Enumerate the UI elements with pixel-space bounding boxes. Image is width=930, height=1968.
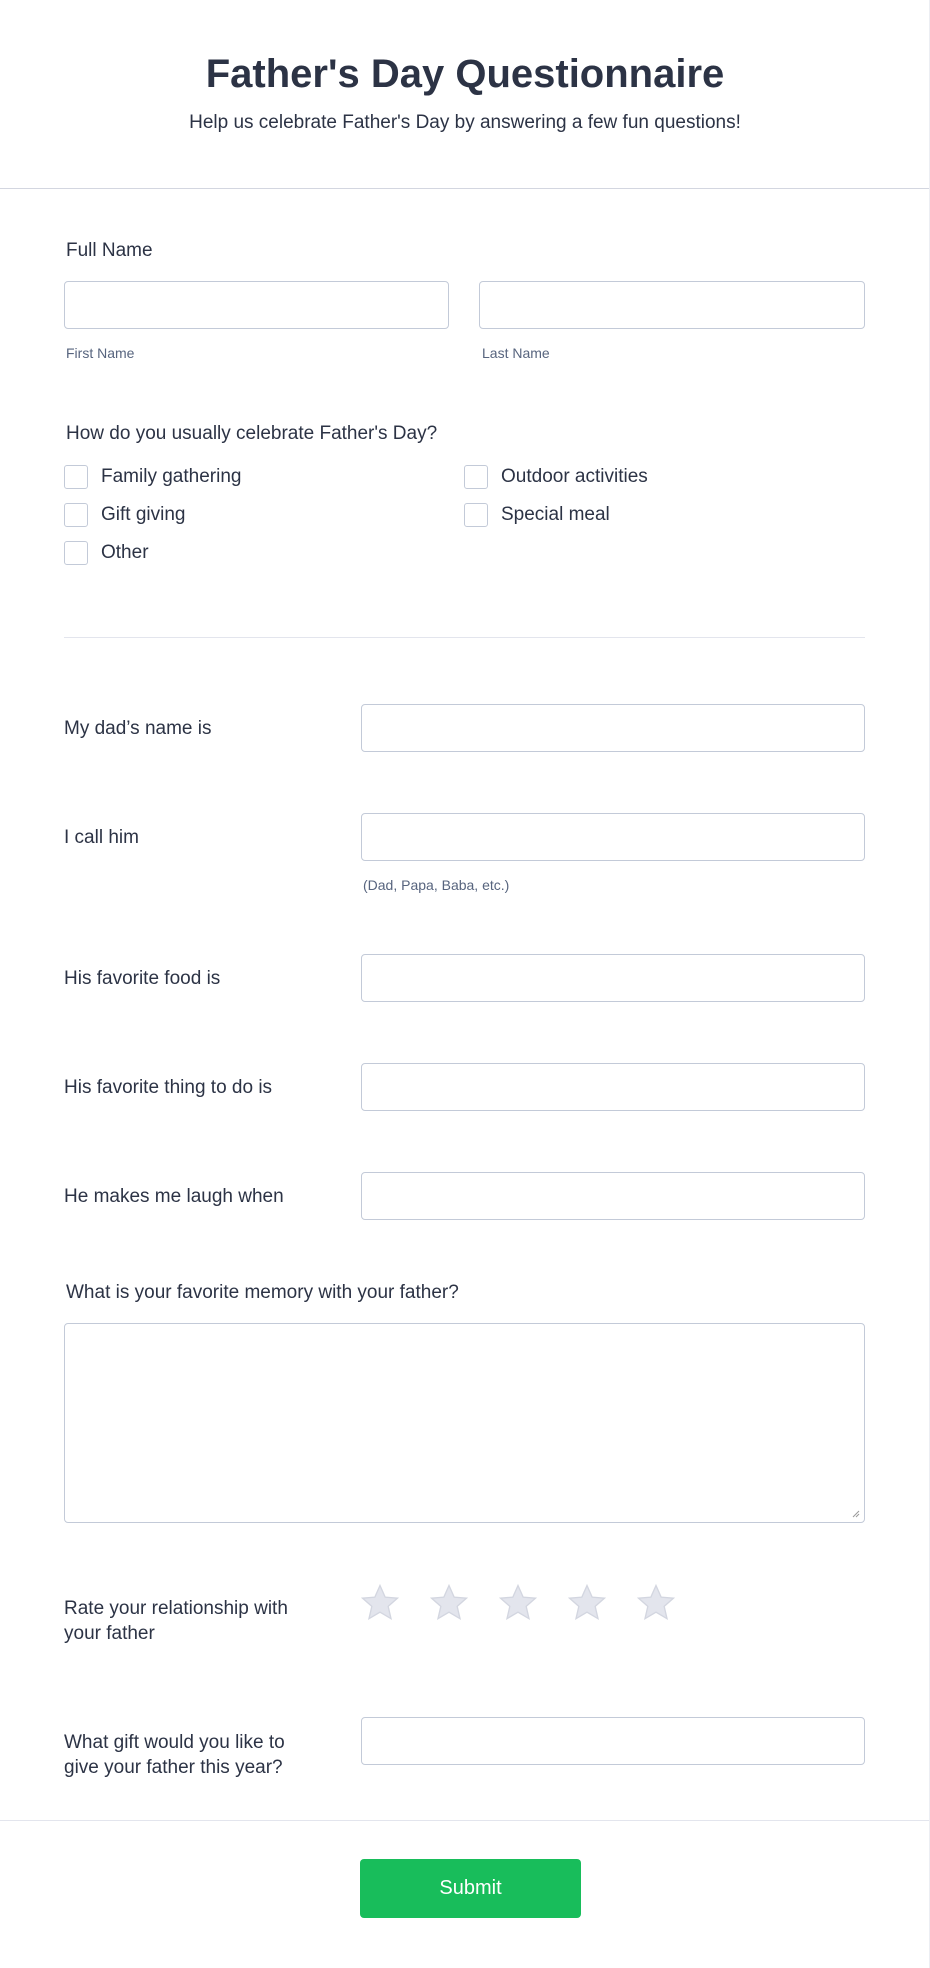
laugh-input[interactable]	[361, 1172, 865, 1220]
last-name-sublabel: Last Name	[482, 345, 550, 361]
gift-label	[64, 1730, 285, 1780]
rating-label-line1: Rate your relationship with	[64, 1598, 288, 1619]
call-him-input[interactable]	[361, 813, 865, 861]
first-name-sublabel: First Name	[66, 345, 135, 361]
favorite-food-input[interactable]	[361, 954, 865, 1002]
checkbox-gift-giving[interactable]	[64, 503, 185, 527]
full-name-label: Full Name	[66, 240, 153, 261]
section-divider	[64, 637, 865, 638]
footer-divider	[0, 1820, 930, 1821]
submit-button[interactable]: Submit	[360, 1859, 581, 1918]
checkbox-label: Other	[101, 542, 149, 563]
memory-label: What is your favorite memory with your father?	[66, 1282, 459, 1303]
celebrate-question: How do you usually celebrate Father's Day?	[66, 423, 438, 444]
call-him-hint: (Dad, Papa, Baba, etc.)	[363, 877, 510, 893]
last-name-input[interactable]	[479, 281, 865, 329]
rating-label	[64, 1596, 288, 1646]
star-icon[interactable]	[429, 1583, 469, 1623]
header-divider	[0, 188, 930, 189]
checkbox[interactable]	[464, 465, 488, 489]
checkbox-special-meal[interactable]	[464, 503, 610, 527]
gift-label-line2: give your father this year?	[64, 1757, 283, 1778]
call-him-label: I call him	[64, 827, 139, 848]
checkbox-label: Family gathering	[101, 466, 242, 487]
checkbox-label: Special meal	[501, 504, 610, 525]
star-icon[interactable]	[360, 1583, 400, 1623]
checkbox[interactable]	[64, 541, 88, 565]
dad-name-input[interactable]	[361, 704, 865, 752]
favorite-food-label: His favorite food is	[64, 968, 221, 989]
checkbox[interactable]	[464, 503, 488, 527]
checkbox-family-gathering[interactable]	[64, 465, 241, 489]
form-subtitle: Help us celebrate Father's Day by answering a few fun questions!	[189, 112, 741, 133]
star-icon[interactable]	[498, 1583, 538, 1623]
checkbox-label: Gift giving	[101, 504, 186, 525]
checkbox-other[interactable]	[64, 541, 149, 565]
dad-name-label: My dad’s name is	[64, 718, 212, 739]
checkbox[interactable]	[64, 465, 88, 489]
memory-textarea[interactable]	[64, 1323, 865, 1523]
star-icon[interactable]	[567, 1583, 607, 1623]
favorite-thing-input[interactable]	[361, 1063, 865, 1111]
gift-label-line1: What gift would you like to	[64, 1732, 285, 1753]
checkbox-label: Outdoor activities	[501, 466, 648, 487]
laugh-label: He makes me laugh when	[64, 1186, 284, 1207]
favorite-thing-label: His favorite thing to do is	[64, 1077, 273, 1098]
checkbox[interactable]	[64, 503, 88, 527]
rating-label-line2: your father	[64, 1623, 155, 1644]
checkbox-outdoor-activities[interactable]	[464, 465, 648, 489]
star-rating[interactable]	[360, 1583, 676, 1623]
gift-input[interactable]	[361, 1717, 865, 1765]
first-name-input[interactable]	[64, 281, 449, 329]
form-title: Father's Day Questionnaire	[205, 52, 725, 96]
resize-handle-icon[interactable]	[852, 1510, 860, 1518]
star-icon[interactable]	[636, 1583, 676, 1623]
